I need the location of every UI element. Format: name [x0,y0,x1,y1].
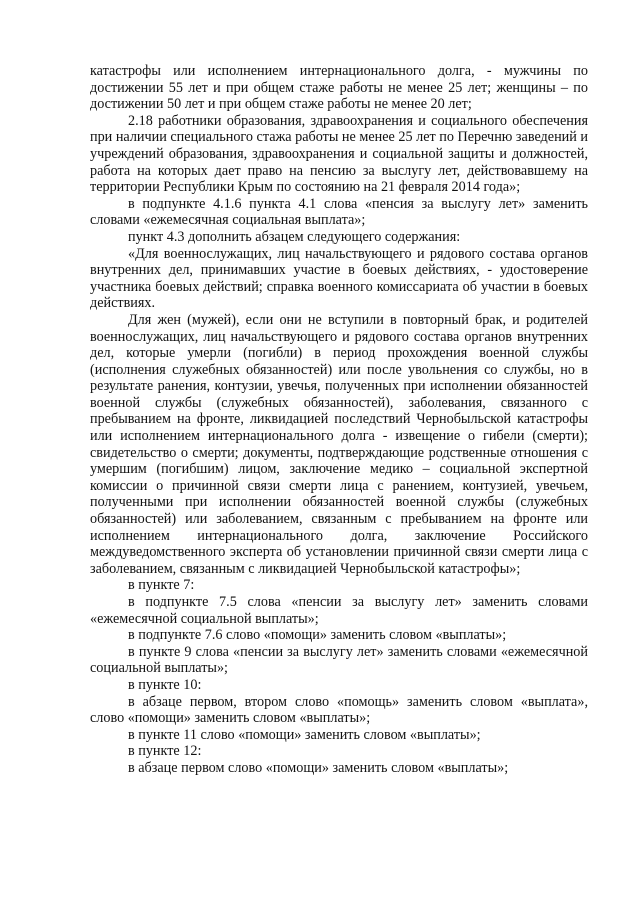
paragraph-point-9: в пункте 9 слова «пенсии за выслугу лет» заменить словами «ежемесячной социальной выплаты»; [90,643,588,677]
paragraph-point-12: в пункте 12: [128,743,202,760]
paragraph-subpoint-4-1-6: в подпункте 4.1.6 пункта 4.1 слова «пенсия за выслугу лет» заменить словами «ежемесячная социальная выплата»; [90,195,588,229]
paragraph-item-2-18: 2.18 работники образования, здравоохранения и социального обеспечения при наличии специального стажа работы не менее 25 лет по Перечню заведений и учреждений образования, здравоохранения и социальной защиты и должностей, работа на которых дает право на пенсию за выслугу лет, действовавшему на территории Республики Крым по состоянию на 21 февраля 2014 года»; [90,112,588,196]
paragraph-point-12-abzac: в абзаце первом слово «помощи» заменить словом «выплаты»; [128,759,509,776]
paragraph-subpoint-7-5: в подпункте 7.5 слова «пенсии за выслугу лет» заменить словами «ежемесячной социальной выплаты»; [90,594,588,627]
paragraph-point-10-abzac: в абзаце первом, втором слово «помощь» заменить словом «выплата», слово «помощи» заменить словом «выплаты»; [90,693,588,727]
paragraph-point-7: в пункте 7: [128,577,195,594]
paragraph-continuation: катастрофы или исполнением интернационального долга, - мужчины по достижении 55 лет и при общем стаже работы не менее 25 лет; женщины – по достижении 50 лет и при общем стаже работы не менее 20 лет; [90,63,588,113]
paragraph-point-11: в пункте 11 слово «помощи» заменить словом «выплаты»; [128,726,481,743]
paragraph-quote-servicemen: «Для военнослужащих, лиц начальствующего и рядового состава органов внутренних дел, принимавших участие в боевых действиях, - удостоверение участника боевых действий; справка военного комиссариата об участии в боевых действиях. [90,245,588,312]
paragraph-quote-spouses: Для жен (мужей), если они не вступили в повторный брак, и родителей военнослужащих, лиц начальствующего и рядового состава органов внутренних дел, которые умерли (погибли) в период прохождения военной службы (исполнения служебных обязанностей) или после увольнения со службы, но в результате ранения, контузии, увечья, полученных при исполнении обязанностей военной службы (служебных обязанностей), заболевания, связанного с пребыванием на фронте, ликвидацией последствий Чернобыльской катастрофы или исполнением интернационального долга - извещение о гибели (смерти); свидетельство о смерти; документы, подтверждающие родственные отношения с умершим (погибшим) лицом, заключение медико – социальной экспертной комиссии о причинной связи смерти лица с ранением, контузией, увечьем, полученными при исполнении обязанностей военной службы (служебных обязанностей) или заболеванием, связанным с пребыванием на фронте или исполнением интернационального долга, заключение Российского междуведомственного эксперта об установлении причинной связи смерти лица с заболеванием, связанным с ликвидацией Чернобыльской катастрофы»; [90,311,588,577]
paragraph-subpoint-7-6: в подпункте 7.6 слово «помощи» заменить словом «выплаты»; [128,627,507,644]
paragraph-point-10: в пункте 10: [128,676,202,693]
paragraph-point-4-3: пункт 4.3 дополнить абзацем следующего содержания: [128,228,461,245]
